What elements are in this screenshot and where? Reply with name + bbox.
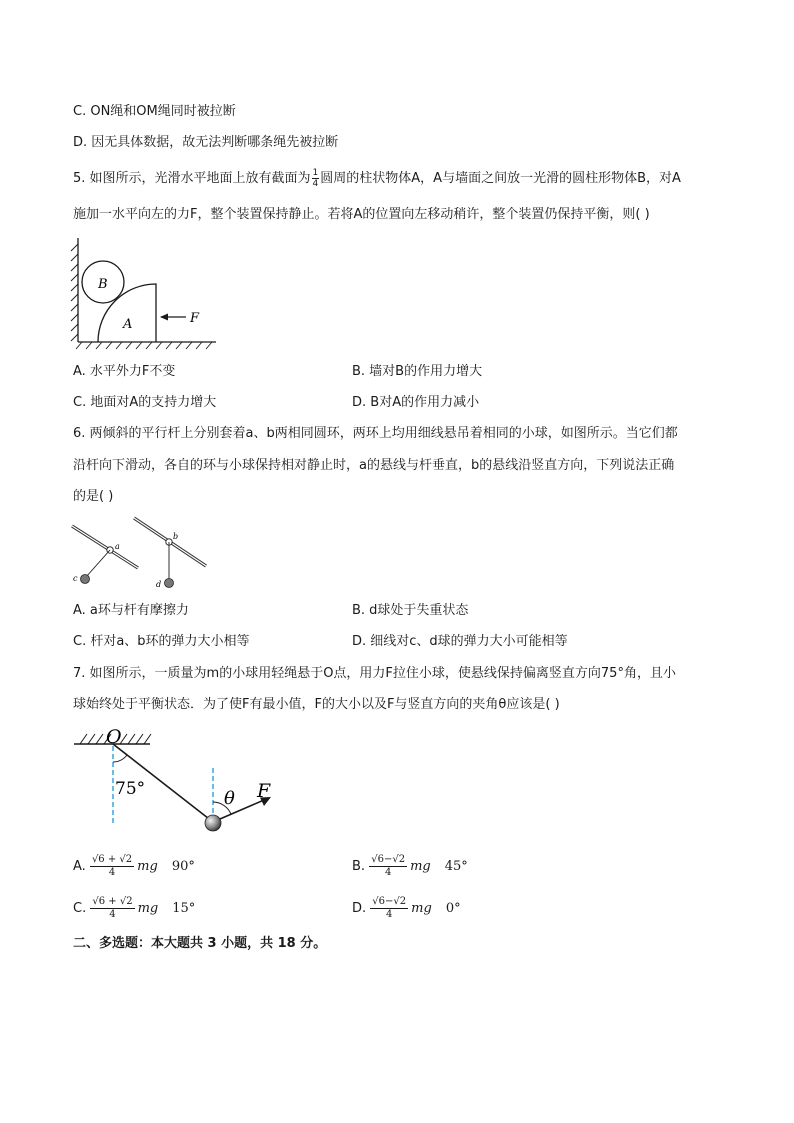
q7-option-d-num: √6−√2 — [372, 896, 407, 907]
q7-figure — [68, 726, 288, 834]
q7-option-a-letter: A. — [73, 859, 86, 874]
q7-option-b-den: 4 — [384, 867, 392, 878]
q7-option-b-expr: mg — [410, 859, 431, 874]
q7-option-a-expr: mg — [137, 859, 158, 874]
q7-option-d-angle: 0° — [445, 901, 461, 916]
q7-option-c-fraction — [90, 896, 134, 921]
q7-option-c — [73, 896, 195, 921]
q6-label-b: b — [173, 532, 179, 541]
q7-option-b-num: √6−√2 — [371, 854, 406, 865]
q6-option-b: B. d球处于失重状态 — [352, 603, 469, 618]
q7-option-a — [73, 854, 195, 879]
q5-stem-line2: 施加一水平向左的力F，整个装置保持静止。若将A的位置向左移动稍许，整个装置仍保持平衡，则( ) — [73, 207, 650, 222]
q7-option-b-fraction — [369, 854, 407, 879]
q6-label-a: a — [115, 542, 120, 551]
q6-ball-c — [81, 575, 90, 584]
q5-label-f: F — [190, 311, 200, 326]
q5-frac-num: 1 — [312, 168, 319, 178]
q7-option-a-num: √6 + √2 — [91, 854, 133, 865]
q6-stem-line3: 的是( ) — [73, 489, 114, 504]
q4-option-d: D. 因无具体数据，故无法判断哪条绳先被拉断 — [73, 135, 339, 150]
q7-option-d-letter: D. — [352, 901, 367, 916]
q4-option-c: C. ON绳和OM绳同时被拉断 — [73, 104, 236, 119]
q6-figure — [68, 515, 213, 593]
q7-option-c-letter: C. — [73, 901, 87, 916]
q6-option-d: D. 细线对c、d球的弹力大小可能相等 — [352, 634, 568, 649]
q7-option-d-fraction — [370, 896, 408, 921]
q7-label-f: F — [257, 780, 271, 802]
q7-option-c-num: √6 + √2 — [92, 896, 133, 907]
q7-option-b — [352, 854, 468, 879]
q6-label-d: d — [156, 580, 162, 589]
q5-label-b: B — [98, 277, 108, 292]
q6-stem-line1: 6. 两倾斜的平行杆上分别套着a、b两相同圆环，两环上均用细线悬吊着相同的小球，如图所示。当它们都 — [73, 426, 678, 441]
q7-stem-line1: 7. 如图所示，一质量为m的小球用轻绳悬于O点，用力F拉住小球，使悬线保持偏离竖直方向75°角，且小 — [73, 666, 676, 681]
q7-option-d — [352, 896, 461, 921]
q7-option-c-angle: 15° — [172, 901, 196, 916]
q6-label-c: c — [73, 574, 78, 583]
q5-option-d: D. B对A的作用力减小 — [352, 395, 480, 410]
q5-option-c: C. 地面对A的支持力增大 — [73, 395, 217, 410]
q7-option-d-den: 4 — [386, 909, 393, 920]
q6-option-c: C. 杆对a、b环的弹力大小相等 — [73, 634, 250, 649]
q7-label-o: O — [106, 726, 122, 748]
q7-option-b-letter: B. — [352, 859, 366, 874]
q7-option-a-angle: 90° — [171, 859, 195, 874]
q7-option-c-den: 4 — [109, 909, 116, 920]
q6-ball-d — [165, 579, 174, 588]
q5-stem-part1: 5. 如图所示，光滑水平地面上放有截面为 — [73, 171, 311, 186]
q7-ball — [205, 815, 221, 831]
q7-option-a-den: 4 — [108, 867, 116, 878]
q7-option-b-angle: 45° — [444, 859, 468, 874]
q5-option-a: A. 水平外力F不变 — [73, 364, 176, 379]
q5-figure — [68, 236, 228, 351]
q7-label-angle: 75° — [115, 779, 146, 799]
q5-stem-line1 — [73, 168, 681, 189]
q5-body-a — [98, 284, 156, 342]
q5-stem-part2: 圆周的柱状物体A，A与墙面之间放一光滑的圆柱形物体B，对A — [320, 171, 681, 186]
q5-label-a: A — [123, 317, 133, 332]
q7-option-c-expr: mg — [137, 901, 159, 916]
q7-option-d-expr: mg — [411, 901, 432, 916]
section-2-heading: 二、多选题：本大题共 3 小题，共 18 分。 — [73, 936, 327, 951]
q6-stem-line2: 沿杆向下滑动，各自的环与小球保持相对静止时，a的悬线与杆垂直，b的悬线沿竖直方向，下列说法正确 — [73, 458, 675, 473]
q6-option-a: A. a环与杆有摩擦力 — [73, 603, 189, 618]
q5-quarter-fraction — [312, 168, 320, 189]
q7-stem-line2: 球始终处于平衡状态．为了使F有最小值，F的大小以及F与竖直方向的夹角θ应该是( ) — [73, 697, 560, 712]
q5-frac-den: 4 — [312, 179, 319, 189]
q7-option-a-fraction — [90, 854, 134, 879]
q5-option-b: B. 墙对B的作用力增大 — [352, 364, 483, 379]
q7-label-theta: θ — [224, 788, 235, 809]
